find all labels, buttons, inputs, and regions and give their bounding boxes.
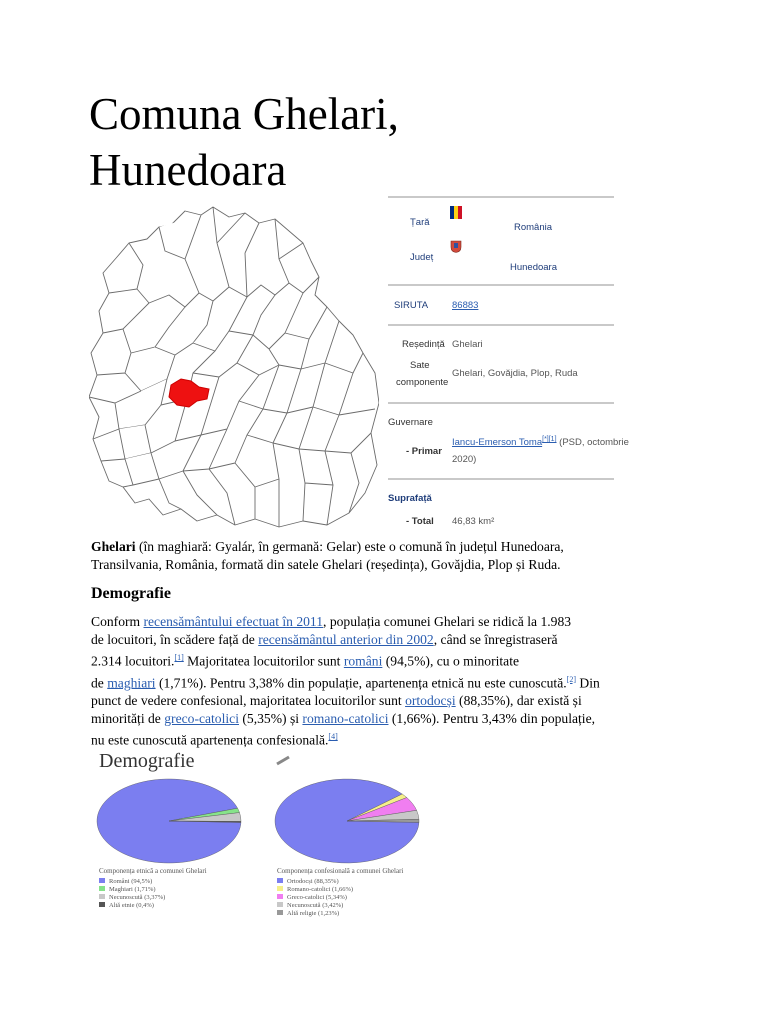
infobox-siruta-value[interactable]: 86883 xyxy=(452,300,479,311)
pencil-icon xyxy=(277,757,289,764)
demo-line-2 xyxy=(91,631,600,649)
ref-4[interactable]: [4] xyxy=(328,732,338,742)
infobox-tara-label: Țară xyxy=(410,217,430,228)
demo-text: , populația comunei Ghelari se ridică la 1.983 xyxy=(323,614,572,629)
link-romani[interactable]: români xyxy=(343,653,383,669)
legend-caption: Componența confesională a comunei Ghelari xyxy=(277,867,404,875)
legend-swatch xyxy=(277,902,283,907)
infobox-sate-label-2: componente xyxy=(396,377,449,388)
legend-entry: Altă etnie (0,4%) xyxy=(109,902,154,909)
intro-paragraph xyxy=(91,538,564,574)
demo-text: (1,71%). Pentru 3,38% din populație, apartenența etnică nu este cunoscută. xyxy=(155,675,567,691)
legend-swatch xyxy=(277,878,283,883)
demo-line-3 xyxy=(91,649,600,671)
intro-bold: Ghelari xyxy=(91,539,136,554)
demo-text: minorități de xyxy=(91,711,165,727)
intro-rest-1: (în maghiară: Gyalár, în germană: Gelar) este o comună în județul Hunedoara, xyxy=(135,539,564,554)
link-recensamant-2011[interactable]: recensământului efectuat în 2011 xyxy=(143,614,324,629)
demo-text: de locuitori, în scădere față de xyxy=(91,632,259,647)
page-title xyxy=(89,86,399,198)
demo-text: nu este cunoscută apartenența confesională. xyxy=(91,732,329,748)
demo-line-6 xyxy=(91,710,600,728)
legend-entry: Români (94,5%) xyxy=(109,878,153,885)
legend-entry: Ortodocși (88,35%) xyxy=(287,878,339,885)
legend-swatch xyxy=(99,886,105,891)
demo-text: Din xyxy=(575,675,600,691)
chart-title: Demografie xyxy=(99,750,195,772)
infobox-suprafata-label: Suprafață xyxy=(388,493,432,504)
legend-entry: Necunoscută (3,42%) xyxy=(287,902,344,909)
title-line-1: Comuna Ghelari, xyxy=(89,89,399,139)
link-maghiari[interactable]: maghiari xyxy=(107,675,156,691)
primar-ref[interactable]: [*][1] xyxy=(542,436,557,443)
demo-text: , când se înregistraseră xyxy=(433,632,558,647)
legend-swatch xyxy=(277,894,283,899)
coat-of-arms-icon xyxy=(450,240,462,253)
legend-entry: Romano-catolici (1,66%) xyxy=(287,886,354,893)
ref-2[interactable]: [2] xyxy=(566,674,576,684)
romania-flag-icon xyxy=(450,206,462,219)
link-recensamant-2002[interactable]: recensământul anterior din 2002 xyxy=(258,632,434,647)
intro-line-2: Transilvania, România, formată din satele Ghelari (reședința), Govăjdia, Plop și Ruda. xyxy=(91,557,561,572)
infobox-siruta-label: SIRUTA xyxy=(394,300,429,311)
section-heading-demografie: Demografie xyxy=(91,585,171,602)
county-map-image xyxy=(89,203,379,529)
demo-text: Conform xyxy=(91,614,144,629)
legend-swatch xyxy=(99,894,105,899)
legend-entry: Greco-catolici (5,34%) xyxy=(287,894,347,901)
legend-entry: Necunoscută (3,37%) xyxy=(109,894,166,901)
primar-link[interactable]: Iancu-Emerson Toma xyxy=(452,437,543,449)
link-greco-catolici[interactable]: greco-catolici xyxy=(164,711,239,727)
demo-text: 2.314 locuitori. xyxy=(91,653,175,669)
demo-line-1 xyxy=(91,613,600,631)
legend-swatch xyxy=(277,910,283,915)
pie-chart-etnic xyxy=(97,779,241,863)
infobox-sate-value: Ghelari, Govăjdia, Plop, Ruda xyxy=(452,368,578,379)
demo-text: (88,35%), dar există și xyxy=(455,693,582,709)
legend-entry: Altă religie (1,23%) xyxy=(287,910,340,917)
legend-entry: Maghiari (1,71%) xyxy=(109,886,156,893)
legend-confesional xyxy=(277,867,403,917)
infobox-judet-label: Județ xyxy=(410,252,434,263)
legend-swatch xyxy=(99,902,105,907)
title-line-2: Hunedoara xyxy=(89,145,287,195)
infobox-primar-value xyxy=(452,436,629,448)
infobox-primar-rest2: 2020) xyxy=(452,454,477,465)
demo-text: punct de vedere confesional, majoritatea locuitorilor sunt xyxy=(91,693,406,709)
infobox-tara-value: România xyxy=(514,222,553,233)
legend-swatch xyxy=(99,878,105,883)
pie-chart-confesional xyxy=(275,779,419,863)
demo-text: (1,66%). Pentru 3,43% din populație, xyxy=(388,711,595,727)
demografie-paragraph xyxy=(91,613,600,750)
demo-text: Majoritatea locuitorilor sunt xyxy=(183,653,344,669)
infobox xyxy=(388,196,629,532)
legend-caption: Componența etnică a comunei Ghelari xyxy=(99,867,207,875)
infobox-judet-value: Hunedoara xyxy=(510,262,558,273)
demografie-chart xyxy=(91,747,420,927)
demo-line-4 xyxy=(91,671,600,693)
ref-1[interactable]: [1] xyxy=(174,653,184,662)
legend-swatch xyxy=(277,886,283,891)
infobox-total-label: - Total xyxy=(406,516,434,527)
demo-text: (5,35%) și xyxy=(238,711,303,727)
infobox-resedinta-label: Reședință xyxy=(402,339,445,350)
infobox-primar-label: - Primar xyxy=(406,446,442,457)
primar-rest: (PSD, octombrie xyxy=(556,437,629,449)
infobox-guvernare-label: Guvernare xyxy=(388,417,433,428)
infobox-resedinta-value: Ghelari xyxy=(452,339,483,350)
infobox-total-value: 46,83 km² xyxy=(452,516,495,527)
legend-etnic xyxy=(99,867,207,909)
intro-line-1 xyxy=(91,538,564,556)
demo-text: (94,5%), cu o minoritate xyxy=(382,653,520,669)
demo-text: de xyxy=(91,675,108,691)
link-romano-catolici[interactable]: romano-catolici xyxy=(302,711,389,727)
demo-line-5 xyxy=(91,692,600,710)
infobox-sate-label-1: Sate xyxy=(410,360,430,371)
link-ortodocsi[interactable]: ortodocși xyxy=(405,693,456,709)
